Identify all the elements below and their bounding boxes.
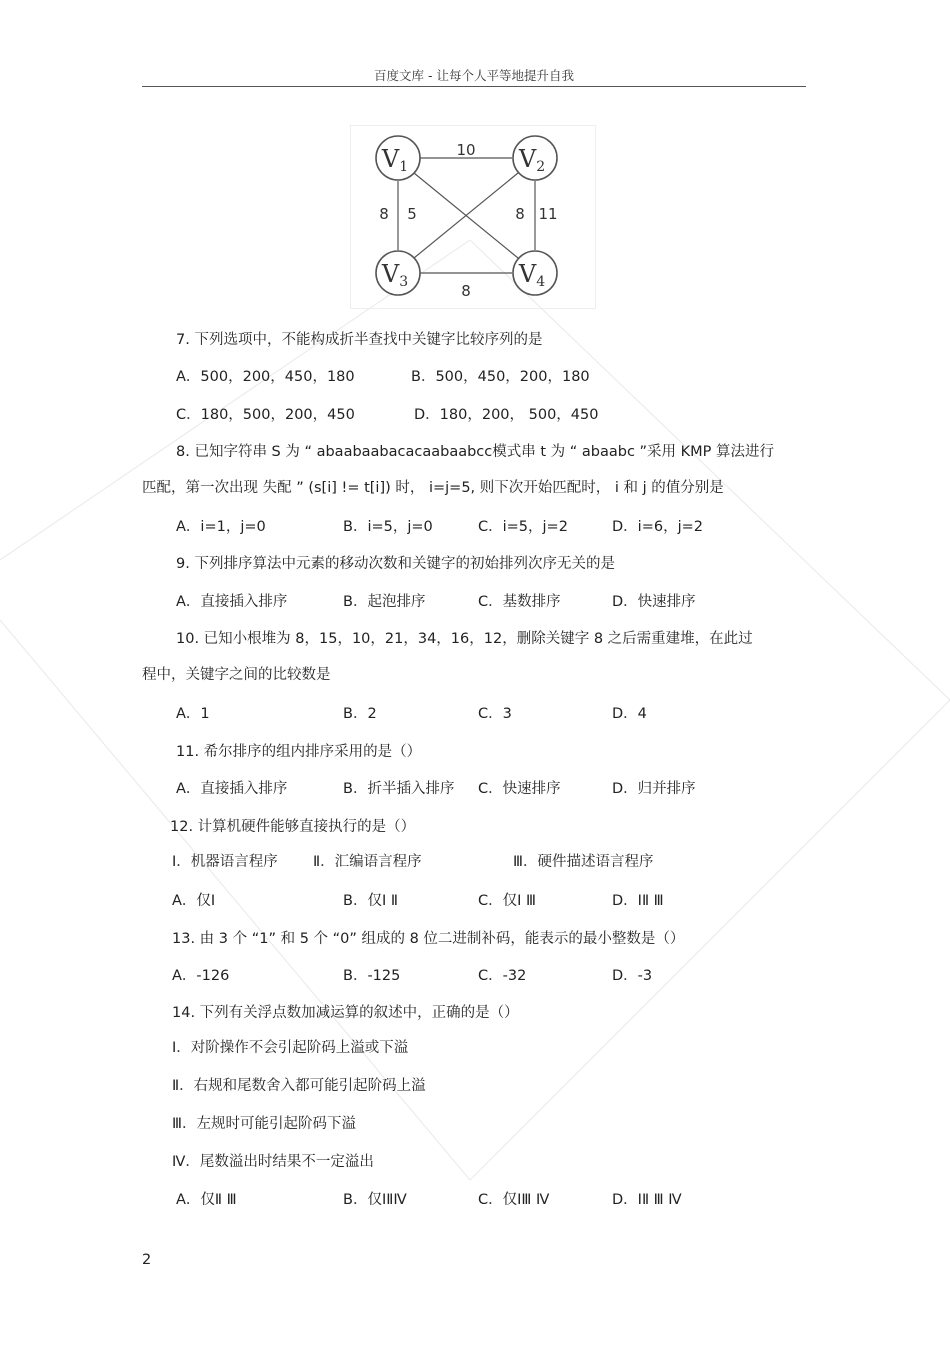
q12-item-3: Ⅲ．硬件描述语言程序 xyxy=(513,854,654,870)
edge-label-v3-v4: 8 xyxy=(461,282,471,300)
q11-option-b: B．折半插入排序 xyxy=(343,781,455,797)
q14-option-a: A．仅Ⅱ Ⅲ xyxy=(176,1192,237,1208)
node-v4-label: V4 xyxy=(518,260,546,290)
node-v3-label: V3 xyxy=(381,260,409,290)
q11-option-a: A．直接插入排序 xyxy=(176,781,288,797)
q9-option-c: C．基数排序 xyxy=(478,594,561,610)
q13-option-b: B．-125 xyxy=(343,968,401,984)
q10-option-a: A．1 xyxy=(176,706,210,722)
q14-item-1: Ⅰ．对阶操作不会引起阶码上溢或下溢 xyxy=(172,1040,409,1056)
q7-option-b: B．500，450，200，180 xyxy=(411,369,590,385)
q14-option-c: C．仅ⅠⅢ Ⅳ xyxy=(478,1192,550,1208)
q9-stem: 9. 下列排序算法中元素的移动次数和关键字的初始排列次序无关的是 xyxy=(176,556,615,572)
q12-item-1: Ⅰ．机器语言程序 xyxy=(172,854,278,870)
page-header: 百度文库 - 让每个人平等地提升自我 xyxy=(374,68,574,83)
q13-option-d: D．-3 xyxy=(612,968,653,984)
q11-option-c: C．快速排序 xyxy=(478,781,561,797)
q13-stem: 13. 由 3 个 “1” 和 5 个 “0” 组成的 8 位二进制补码，能表示的最小整数是（） xyxy=(172,931,685,947)
q14-stem: 14. 下列有关浮点数加减运算的叙述中，正确的是（） xyxy=(172,1005,519,1021)
q14-item-4: Ⅳ．尾数溢出时结果不一定溢出 xyxy=(172,1154,374,1170)
edge-label-v2-v4-a: 8 xyxy=(515,205,525,223)
header-rule xyxy=(142,86,806,87)
q14-item-2: Ⅱ．右规和尾数舍入都可能引起阶码上溢 xyxy=(172,1078,426,1094)
edge-label-v1-v2: 10 xyxy=(456,141,476,159)
q8-stem-line1: 8. 已知字符串 S 为 “ abaabaabacacaabaabcc模式串 t 为 “ abaabc ”采用 KMP 算法进行 xyxy=(176,444,775,460)
q13-option-a: A．-126 xyxy=(172,968,230,984)
q10-option-d: D．4 xyxy=(612,706,647,722)
q10-stem-line1: 10. 已知小根堆为 8，15，10，21，34，16，12，删除关键字 8 之后需重建堆，在此过 xyxy=(176,631,753,647)
q14-option-b: B．仅ⅠⅡⅣ xyxy=(343,1192,407,1208)
q8-option-a: A．i=1，j=0 xyxy=(176,519,266,535)
q12-option-d: D．ⅠⅡ Ⅲ xyxy=(612,893,664,909)
edge-label-v1-v3-a: 8 xyxy=(379,205,389,223)
q10-stem-line2: 程中，关键字之间的比较数是 xyxy=(142,667,331,683)
q9-option-a: A．直接插入排序 xyxy=(176,594,288,610)
q9-option-b: B．起泡排序 xyxy=(343,594,426,610)
q8-option-b: B．i=5，j=0 xyxy=(343,519,433,535)
q7-option-a: A．500，200，450，180 xyxy=(176,369,355,385)
q12-option-c: C．仅Ⅰ Ⅲ xyxy=(478,893,537,909)
q11-stem: 11. 希尔排序的组内排序采用的是（） xyxy=(176,744,422,760)
q7-option-d: D．180，200， 500，450 xyxy=(414,407,599,423)
q11-option-d: D．归并排序 xyxy=(612,781,696,797)
q12-option-b: B．仅Ⅰ Ⅱ xyxy=(343,893,398,909)
q13-option-c: C．-32 xyxy=(478,968,527,984)
node-v1-label: V1 xyxy=(381,145,409,175)
node-v2-label: V2 xyxy=(518,145,546,175)
q10-option-c: C．3 xyxy=(478,706,512,722)
q9-option-d: D．快速排序 xyxy=(612,594,696,610)
q7-option-c: C．180，500，200，450 xyxy=(176,407,355,423)
edge-label-v1-v3-b: 5 xyxy=(407,205,417,223)
q12-item-2: Ⅱ．汇编语言程序 xyxy=(313,854,422,870)
q7-stem: 7. 下列选项中，不能构成折半查找中关键字比较序列的是 xyxy=(176,332,543,348)
graph-figure xyxy=(350,125,596,309)
edge-label-v2-v4-b: 11 xyxy=(538,205,558,223)
page-number: 2 xyxy=(142,1252,152,1268)
q12-stem: 12. 计算机硬件能够直接执行的是（） xyxy=(170,819,416,835)
q14-option-d: D．ⅠⅡ Ⅲ Ⅳ xyxy=(612,1192,682,1208)
q12-option-a: A．仅Ⅰ xyxy=(172,893,216,909)
q10-option-b: B．2 xyxy=(343,706,377,722)
q8-stem-line2: 匹配，第一次出现 失配 ” (s[i] != t[i]) 时， i=j=5, 则下次开始匹配时， i 和 j 的值分别是 xyxy=(142,480,724,496)
q14-item-3: Ⅲ．左规时可能引起阶码下溢 xyxy=(172,1116,356,1132)
q8-option-d: D．i=6，j=2 xyxy=(612,519,703,535)
q8-option-c: C．i=5，j=2 xyxy=(478,519,568,535)
